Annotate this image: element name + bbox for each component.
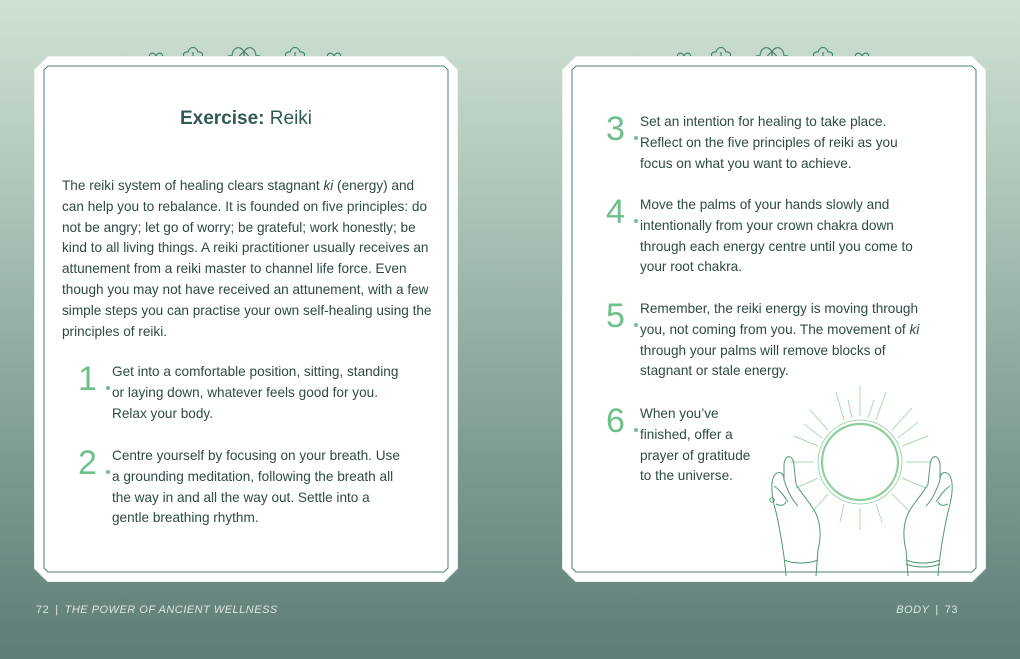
- step-text: Centre yourself by focusing on your breath. Use a grounding meditation, following the breath all the way in and all the way out. Settle into a gentle breathing rhythm.: [112, 448, 400, 526]
- section-title-right: BODY: [896, 604, 930, 616]
- intro-paragraph: [62, 176, 434, 342]
- step-number: 5: [606, 299, 640, 333]
- footer-separator: |: [55, 604, 59, 616]
- title-rest: Reiki: [264, 108, 313, 129]
- intro-ki: ki: [323, 178, 334, 193]
- intro-text-a: The reiki system of healing clears stagnant: [62, 178, 324, 193]
- left-page-card: [34, 56, 458, 582]
- footer-left: [36, 604, 278, 616]
- step-5: [606, 299, 932, 382]
- title-bold: Exercise:: [179, 108, 265, 129]
- step-3: [606, 112, 930, 174]
- footer-right: [896, 604, 958, 616]
- step-text: Move the palms of your hands slowly and intentionally from your crown chakra down through each energy centre until you come to your root chakra.: [640, 197, 913, 275]
- step-number: 2: [78, 446, 112, 480]
- step-1: [78, 362, 412, 424]
- intro-text-b: (energy) and can help you to rebalance. It is founded on five principles: do not be angry; let go of worry; be grateful; work honestly; be kind to all living things. A reiki practitioner usually receives an attunement from a reiki master to channel life force. Even though you may not have received an attunement, with a few simple steps you can practise your own self-healing using the principles of reiki.: [62, 178, 432, 339]
- hands-energy-illustration: [762, 380, 962, 576]
- step-2: [78, 446, 410, 529]
- section-title-left: THE POWER OF ANCIENT WELLNESS: [64, 604, 278, 616]
- page-title: [34, 108, 458, 130]
- page-number-right: 73: [944, 604, 958, 616]
- step-number: 6: [606, 404, 640, 438]
- step-text: Remember, the reiki energy is moving through you, not coming from you. The movement of ki through your palms will remove blocks of stagnant or stale energy.: [640, 301, 920, 379]
- step-number: 3: [606, 112, 640, 146]
- right-page-card: [562, 56, 986, 582]
- hands-icon: [770, 457, 952, 576]
- footer-separator: |: [935, 604, 939, 616]
- step-number: 4: [606, 195, 640, 229]
- page-number-left: 72: [36, 604, 50, 616]
- step-number: 1: [78, 362, 112, 396]
- step-text: Get into a comfortable position, sitting, standing or laying down, whatever feels good for you. Relax your body.: [112, 364, 399, 421]
- step-4: [606, 195, 930, 278]
- step-6: [606, 404, 764, 487]
- step-text: When you’ve finished, offer a prayer of gratitude to the universe.: [640, 406, 751, 484]
- step-text: Set an intention for healing to take place. Reflect on the five principles of reiki as you focus on what you want to achieve.: [640, 114, 898, 171]
